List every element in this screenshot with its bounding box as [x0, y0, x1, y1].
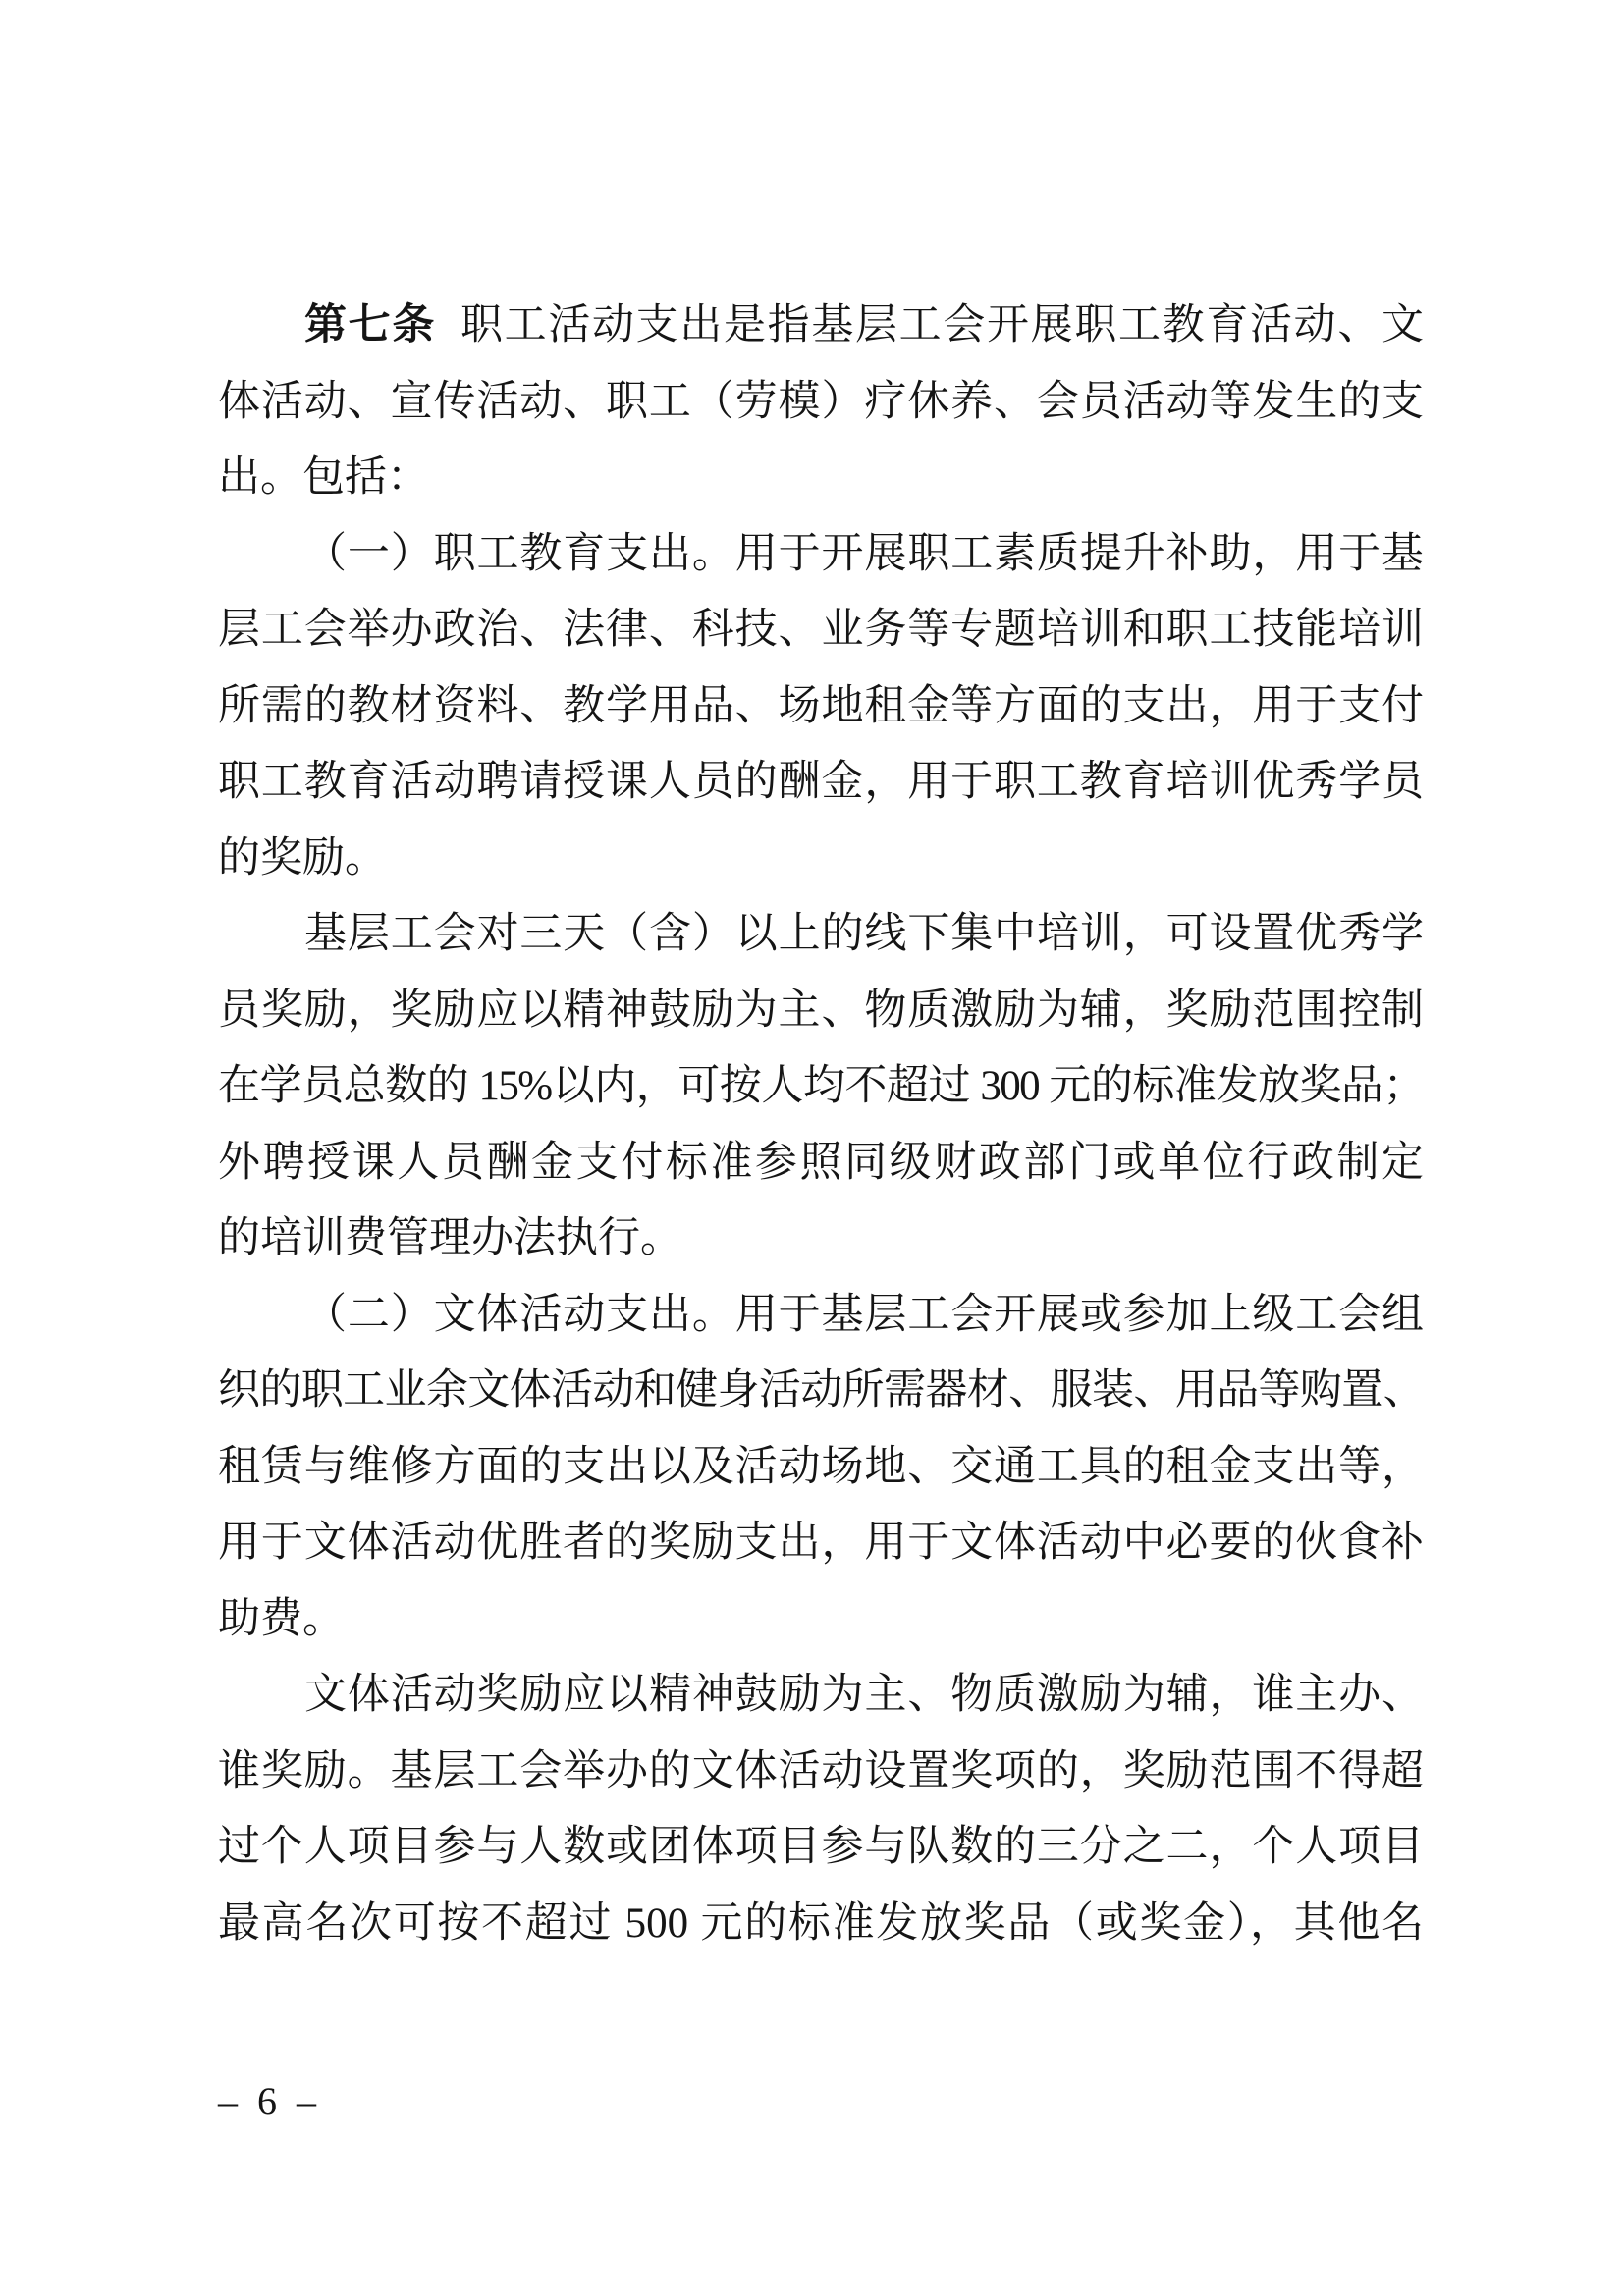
line-text: 体活动、宣传活动、职工（劳模）疗休养、会员活动等发生的支	[218, 378, 1424, 425]
line-text: （二）文体活动支出。用于基层工会开展或参加上级工会组	[304, 1291, 1424, 1338]
line-text: 层工会举办政治、法律、科技、业务等专题培训和职工技能培训	[218, 607, 1424, 653]
page-number: – 6 –	[218, 2079, 321, 2123]
line-text: 外聘授课人员酬金支付标准参照同级财政部门或单位行政制定	[218, 1139, 1424, 1186]
text-line	[218, 516, 1424, 593]
line-text: 职工教育活动聘请授课人员的酬金，用于职工教育培训优秀学员	[218, 759, 1424, 805]
text-line	[218, 1657, 1424, 1734]
line-text: 在学员总数的 15%以内，可按人均不超过 300 元的标准发放奖品；	[218, 1063, 1424, 1109]
text-line	[218, 1125, 1424, 1201]
text-line	[218, 1353, 1424, 1429]
line-text: 文体活动奖励应以精神鼓励为主、物质激励为辅，谁主办、	[304, 1672, 1424, 1718]
page-footer	[218, 2079, 321, 2124]
line-text: 谁奖励。基层工会举办的文体活动设置奖项的，奖励范围不得超	[218, 1747, 1424, 1794]
line-text: 出。包括：	[218, 454, 429, 501]
text-line	[218, 1505, 1424, 1581]
line-text: 的培训费管理办法执行。	[218, 1215, 682, 1261]
line-text: 员奖励，奖励应以精神鼓励为主、物质激励为辅，奖励范围控制	[218, 987, 1424, 1034]
line-text: 最高名次可按不超过 500 元的标准发放奖品（或奖金），其他名	[218, 1899, 1424, 1947]
line-text: 过个人项目参与人数或团体项目参与队数的三分之二，个人项目	[218, 1824, 1424, 1870]
text-line	[218, 896, 1424, 973]
line-text: 助费。	[218, 1595, 345, 1642]
text-line	[218, 288, 1424, 364]
text-line	[218, 1734, 1424, 1810]
text-line	[218, 1277, 1424, 1354]
text-line	[218, 440, 1424, 516]
text-line	[218, 1201, 1424, 1277]
text-line	[218, 668, 1424, 745]
text-line	[218, 1048, 1424, 1125]
text-line	[218, 1429, 1424, 1506]
text-line	[218, 1581, 1424, 1658]
line-text: 职工活动支出是指基层工会开展职工教育活动、文	[460, 302, 1424, 348]
text-line	[218, 364, 1424, 441]
text-line	[218, 592, 1424, 668]
line-text: （一）职工教育支出。用于开展职工素质提升补助，用于基	[304, 530, 1424, 577]
line-text: 用于文体活动优胜者的奖励支出，用于文体活动中必要的伙食补	[218, 1520, 1424, 1566]
line-text: 租赁与维修方面的支出以及活动场地、交通工具的租金支出等，	[218, 1443, 1424, 1490]
text-line	[218, 821, 1424, 897]
text-line	[218, 1886, 1424, 1962]
line-text: 所需的教材资料、教学用品、场地租金等方面的支出，用于支付	[218, 682, 1424, 729]
text-line	[218, 744, 1424, 821]
line-text: 织的职工业余文体活动和健身活动所需器材、服装、用品等购置、	[218, 1367, 1424, 1414]
text-line	[218, 1809, 1424, 1886]
line-text: 基层工会对三天（含）以上的线下集中培训，可设置优秀学	[304, 911, 1424, 957]
article-number-bold: 第七条	[304, 302, 436, 348]
line-text: 的奖励。	[218, 834, 387, 881]
document-body	[218, 288, 1424, 1961]
text-line	[218, 973, 1424, 1049]
